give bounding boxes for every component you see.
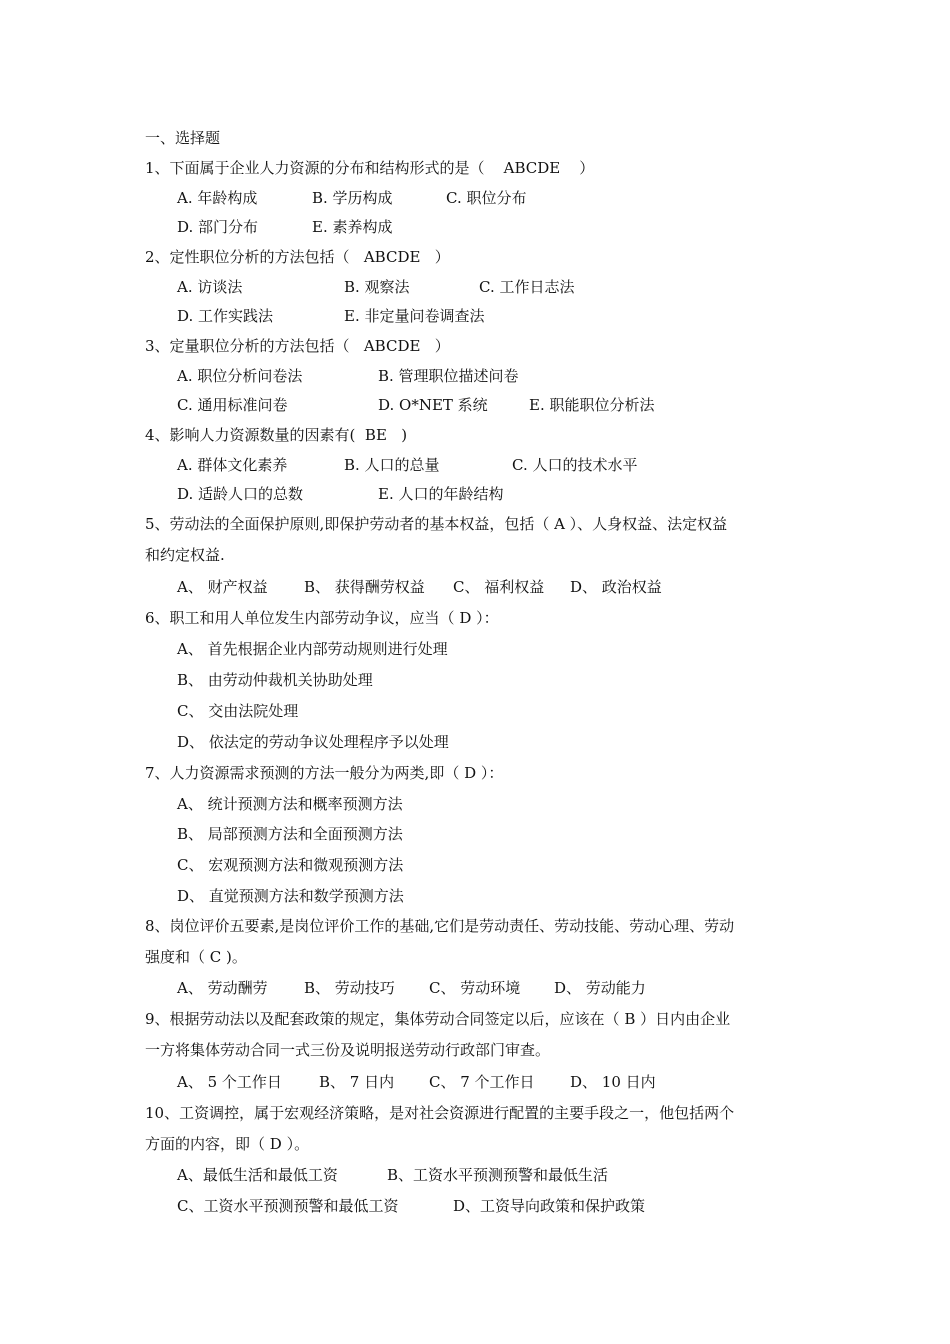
- question-stem: 3、定量职位分析的方法包括（ ABCDE ）: [145, 337, 450, 355]
- answer-option: C. 人口的技术水平: [512, 456, 638, 474]
- answer-option: C、 交由法院处理: [177, 702, 299, 720]
- answer-option: B. 观察法: [344, 278, 410, 296]
- answer-option: A. 群体文化素养: [177, 456, 288, 474]
- question-stem: 6、职工和用人单位发生内部劳动争议，应当（ D ）：: [145, 609, 499, 627]
- answer-option: B、 7 日内: [319, 1073, 395, 1091]
- answer-option: A. 访谈法: [177, 278, 243, 296]
- answer-option: B、工资水平预测预警和最低生活: [387, 1166, 609, 1184]
- question-stem: 一方将集体劳动合同一式三份及说明报送劳动行政部门审查。: [145, 1041, 551, 1059]
- answer-option: B、 劳动技巧: [304, 979, 395, 997]
- question-stem: 8、岗位评价五要素,是岗位评价工作的基础,它们是劳动责任、劳动技能、劳动心理、劳动: [145, 917, 735, 935]
- answer-option: C、 7 个工作日: [429, 1073, 535, 1091]
- question-stem: 和约定权益.: [145, 546, 225, 564]
- answer-option: A、 财产权益: [177, 578, 268, 596]
- question-stem: 2、定性职位分析的方法包括（ ABCDE ）: [145, 248, 450, 266]
- answer-option: D、工资导向政策和保护政策: [453, 1197, 646, 1215]
- answer-option: D、 直觉预测方法和数学预测方法: [177, 887, 404, 905]
- answer-option: A. 职位分析问卷法: [177, 367, 303, 385]
- answer-option: A、 首先根据企业内部劳动规则进行处理: [177, 640, 448, 658]
- answer-option: E. 素养构成: [312, 218, 393, 236]
- answer-option: E. 人口的年龄结构: [378, 485, 504, 503]
- answer-option: B. 学历构成: [312, 189, 393, 207]
- answer-option: E. 非定量问卷调查法: [344, 307, 485, 325]
- answer-option: D. 部门分布: [177, 218, 259, 236]
- question-stem: 强度和（ C )。: [145, 948, 247, 966]
- question-stem: 9、根据劳动法以及配套政策的规定，集体劳动合同签定以后，应该在（ B ）日内由企业: [145, 1010, 731, 1028]
- answer-option: C. 职位分布: [446, 189, 527, 207]
- answer-option: C、 劳动环境: [429, 979, 521, 997]
- answer-option: C、 福利权益: [453, 578, 545, 596]
- answer-option: C. 工作日志法: [479, 278, 575, 296]
- answer-option: C、 宏观预测方法和微观预测方法: [177, 856, 404, 874]
- question-stem: 5、劳动法的全面保护原则,即保护劳动者的基本权益，包括（ A ）、人身权益、法定权益: [145, 515, 728, 533]
- answer-option: C、工资水平预测预警和最低工资: [177, 1197, 399, 1215]
- question-stem: 10、工资调控，属于宏观经济策略，是对社会资源进行配置的主要手段之一，他包括两个: [145, 1104, 735, 1122]
- answer-option: A、最低生活和最低工资: [177, 1166, 338, 1184]
- answer-option: D. 适龄人口的总数: [177, 485, 304, 503]
- answer-option: E. 职能职位分析法: [529, 396, 655, 414]
- answer-option: A、 劳动酬劳: [177, 979, 268, 997]
- answer-option: A、 5 个工作日: [177, 1073, 282, 1091]
- answer-option: D、 10 日内: [570, 1073, 656, 1091]
- answer-option: B、 由劳动仲裁机关协助处理: [177, 671, 373, 689]
- answer-option: C. 通用标准问卷: [177, 396, 288, 414]
- question-stem: 7、人力资源需求预测的方法一般分为两类,即（ D ）：: [145, 764, 504, 782]
- answer-option: A、 统计预测方法和概率预测方法: [177, 795, 403, 813]
- question-stem: 方面的内容，即（ D ）。: [145, 1135, 310, 1153]
- answer-option: B. 人口的总量: [344, 456, 440, 474]
- question-stem: 1、下面属于企业人力资源的分布和结构形式的是（ ABCDE ）: [145, 159, 595, 177]
- answer-option: B、 获得酬劳权益: [304, 578, 425, 596]
- answer-option: B. 管理职位描述问卷: [378, 367, 519, 385]
- answer-option: D、 依法定的劳动争议处理程序予以处理: [177, 733, 449, 751]
- section-title: 一、选择题: [145, 129, 221, 147]
- answer-option: B、 局部预测方法和全面预测方法: [177, 825, 403, 843]
- answer-option: D、 政治权益: [570, 578, 662, 596]
- answer-option: A. 年龄构成: [177, 189, 258, 207]
- answer-option: D. O*NET 系统: [378, 396, 488, 414]
- answer-option: D、 劳动能力: [554, 979, 646, 997]
- question-stem: 4、影响人力资源数量的因素有( BE ): [145, 426, 408, 444]
- answer-option: D. 工作实践法: [177, 307, 274, 325]
